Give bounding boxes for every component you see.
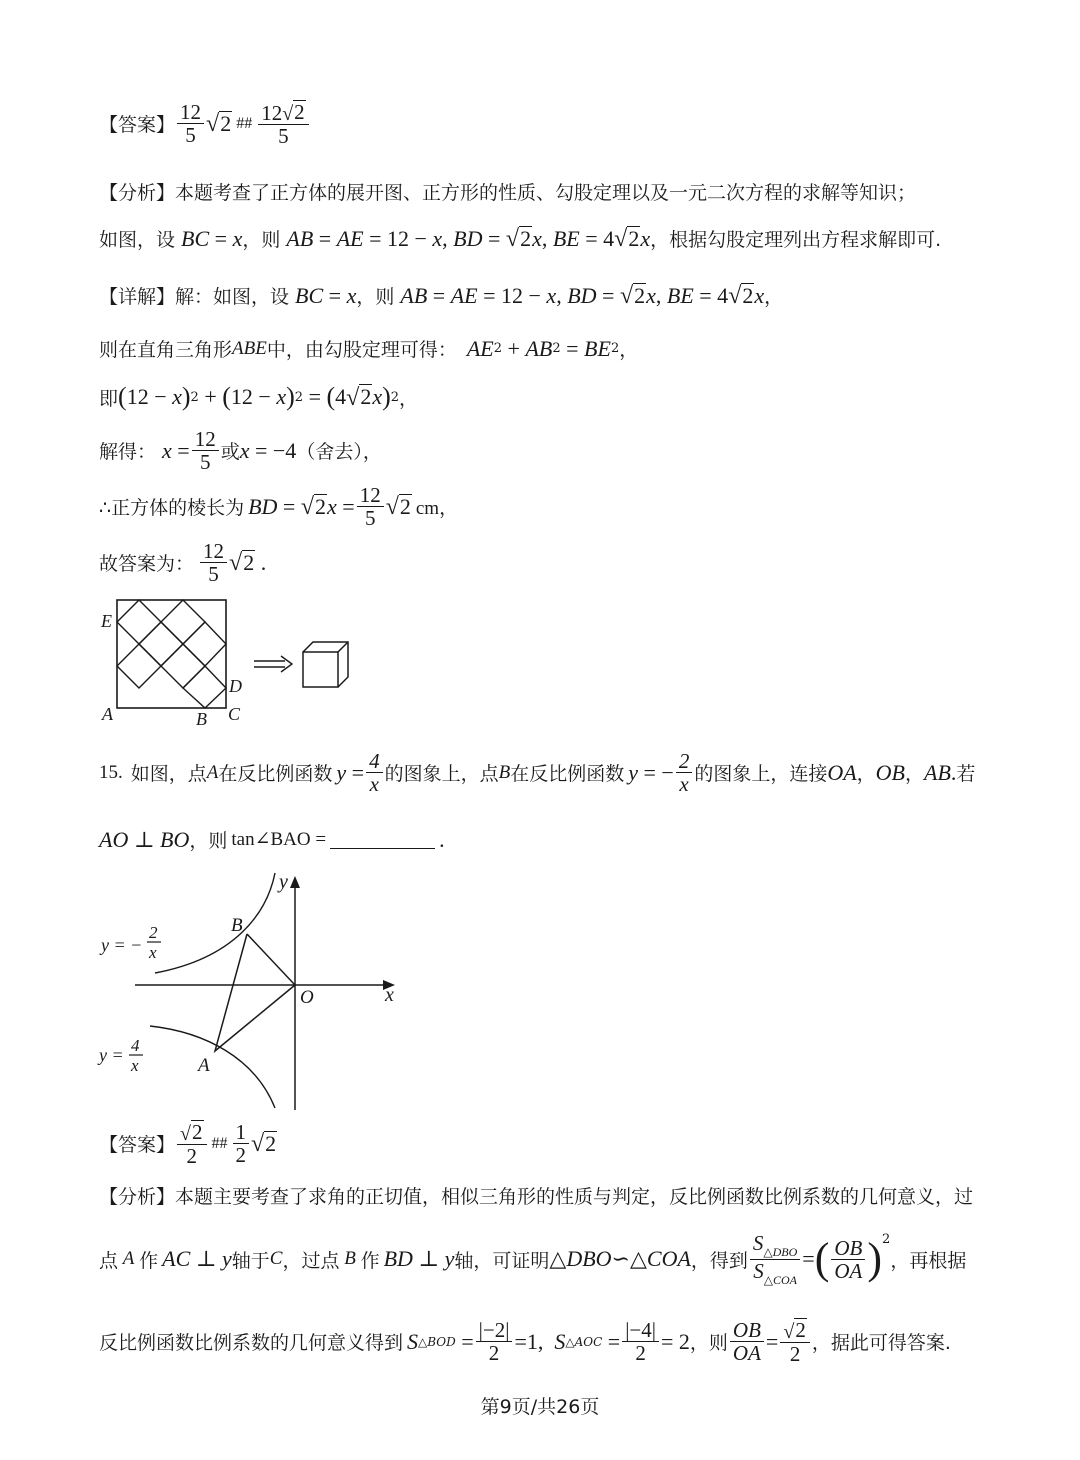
axis-x-label: x xyxy=(385,984,394,1006)
svg-text:x: x xyxy=(131,1056,139,1075)
origin-label: O xyxy=(300,987,314,1008)
svg-text:2: 2 xyxy=(149,923,158,942)
q14-final: 故答案为： $\frac{12}{5}$ √ 2 . xyxy=(99,539,267,587)
answer-blank xyxy=(330,830,435,849)
point-A-label: A xyxy=(198,1055,210,1076)
q14-edge: ∴正方体的棱长为 BD = √ 2 x = $\frac{12}{5}$ √ 2 cm， xyxy=(99,483,459,531)
hyperbola-graph xyxy=(95,868,415,1118)
svg-text:x: x xyxy=(149,943,157,962)
label-D: D xyxy=(229,676,242,696)
label-A: A xyxy=(102,704,113,724)
svg-text:4: 4 xyxy=(131,1036,140,1055)
q15-answer: 【答案】 √ 2 2 ## $\frac{1}{2}$ √ 2 xyxy=(99,1120,277,1169)
q15-analysis-line3: 反比例函数比例系数的几何意义得到 S △BOD = $\frac{|-2|}{2}$ =1, S △AOC = $\frac{|-4|}{2}$ = 2 ，则 $\frac{OB}{OA}$ = √ 2 2 ，据此可得答案. xyxy=(99,1318,951,1367)
point-B-label: B xyxy=(231,915,243,936)
q14-pythag: 则在直角三角形 ABE 中，由勾股定理可得： AE 2 + AB 2 = BE 2 ， xyxy=(99,335,639,361)
q15-question: 15. 如图，点 A 在反比例函数 y = $\frac{4}{x}$ 的图象上，点 B 在反比例函数 y = − $\frac{2}{x}$ 的图象上，连接 OA ， OB ， AB . 若 xyxy=(99,749,976,797)
label-B: B xyxy=(196,709,207,729)
q14-analysis: 【分析】 本题考查了正方体的展开图、正方形的性质、勾股定理以及一元二次方程的求解等知识； xyxy=(99,182,917,204)
label-E: E xyxy=(101,611,112,631)
page-footer: 第9页/共26页 xyxy=(480,1396,600,1418)
q14-solve: 解得： x = $\frac{12}{5}$ 或 x = −4 （舍去）， xyxy=(99,427,382,475)
q15-analysis-line2: 点 A 作 AC ⊥ y 轴于 C ，过点 B 作 BD ⊥ y 轴，可证明 △ DBO ∽△ COA ，得到 $\frac{S_{\triangle DBO}}{S_{\triangle COA}}$ = ( $\frac{OB}{OA}$ ) $^2$ ，再根据 xyxy=(99,1231,967,1287)
q15-analysis: 【分析】 本题主要考查了求角的正切值，相似三角形的性质与判定，反比例函数比例系数的几何意义，过 xyxy=(99,1186,974,1208)
cube-net-figure xyxy=(95,595,365,735)
curve-label-2: y = xyxy=(99,1045,124,1065)
label-C: C xyxy=(228,704,241,724)
q14-analysis-line2: 如图，设 BC = x ，则 AB = AE = 12 − x , BD = √ 2 x , BE = 4 √ 2 x ，根据勾股定理列出方程求解即可. xyxy=(99,225,942,253)
curve-label-1: y = − xyxy=(101,935,143,955)
q14-detail: 【详解】 解：如图，设 BC = x ，则 AB = AE = 12 − x , BD = √ 2 x , BE = 4 √ 2 x ， xyxy=(99,282,784,310)
q15-question-line2: AO ⊥ BO ，则 tan∠BAO = . xyxy=(99,826,445,852)
q14-answer: 【答案】 $\frac{12}{5}$ √ 2 ## 12 √ 2 5 xyxy=(99,100,311,147)
q14-equation: 即 ( 12 − x ) 2 + ( 12 − x ) 2 = ( 4 √ 2 x ) 2 ， xyxy=(99,382,419,411)
axis-y-label: y xyxy=(279,871,288,893)
